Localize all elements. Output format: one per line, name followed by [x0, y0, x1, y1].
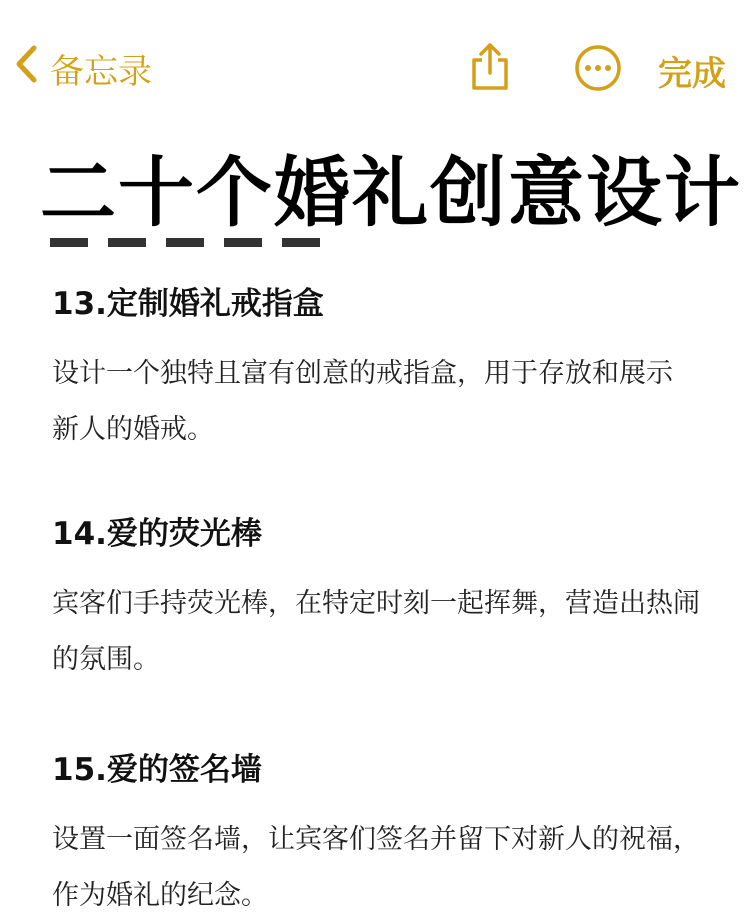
- share-button[interactable]: [468, 42, 512, 92]
- section-body: [52, 576, 732, 688]
- section-body-line: 作为婚礼的纪念。: [52, 880, 268, 911]
- more-button[interactable]: [574, 44, 622, 92]
- section-heading: 15.爱的签名墙: [52, 752, 262, 788]
- section-body: [52, 812, 732, 924]
- more-icon: [574, 44, 622, 92]
- divider-dash: [50, 238, 88, 247]
- back-button-label: 备忘录: [50, 51, 152, 92]
- divider-dash: [166, 238, 204, 247]
- section-body-line: 的氛围。: [52, 644, 160, 675]
- nav-bar: [0, 0, 750, 130]
- section-heading: 14.爱的荧光棒: [52, 516, 262, 552]
- section-body-line: 宾客们手持荧光棒，在特定时刻一起挥舞，营造出热闹: [52, 588, 700, 619]
- back-button[interactable]: [14, 46, 152, 90]
- chevron-left-icon: [14, 44, 40, 93]
- done-button[interactable]: 完成: [658, 54, 726, 94]
- section-body-line: 新人的婚戒。: [52, 414, 214, 445]
- note-section-15: [52, 750, 732, 924]
- note-title: 二十个婚礼创意设计: [40, 148, 742, 237]
- divider-dash: [282, 238, 320, 247]
- note-section-13: [52, 284, 732, 458]
- section-body: [52, 346, 732, 458]
- section-body-line: 设置一面签名墙，让宾客们签名并留下对新人的祝福，: [52, 824, 700, 855]
- note-section-14: [52, 514, 732, 688]
- share-icon: [468, 42, 512, 92]
- section-body-line: 设计一个独特且富有创意的戒指盒，用于存放和展示: [52, 358, 673, 389]
- title-divider: [50, 238, 320, 247]
- divider-dash: [108, 238, 146, 247]
- section-heading: 13.定制婚礼戒指盒: [52, 286, 324, 322]
- divider-dash: [224, 238, 262, 247]
